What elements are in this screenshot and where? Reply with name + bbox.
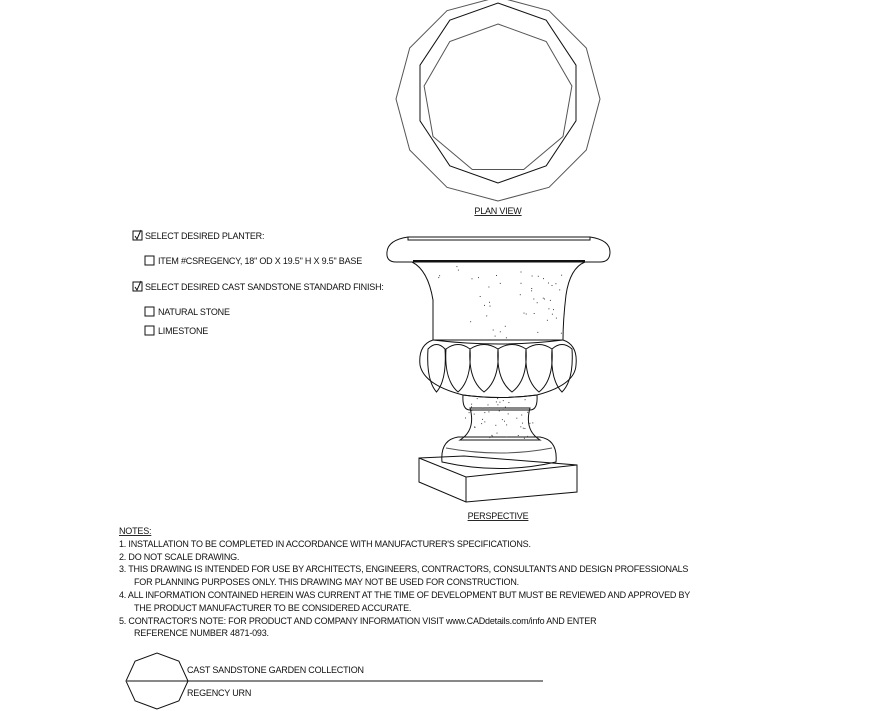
texture-dot [477, 398, 478, 399]
texture-dot [521, 272, 522, 273]
texture-dot [471, 404, 472, 405]
texture-dot [537, 302, 538, 303]
texture-dot [480, 296, 481, 297]
note-line: 1. INSTALLATION TO BE COMPLETED IN ACCORDANCE WITH MANUFACTURER'S SPECIFICATIONS. [119, 539, 531, 549]
notes [119, 526, 690, 638]
texture-dot [474, 414, 475, 415]
texture-dot [561, 333, 562, 334]
texture-dot [486, 315, 487, 316]
texture-dot [489, 407, 490, 408]
texture-dot [470, 321, 471, 322]
planter-item-checkbox[interactable] [145, 256, 154, 265]
texture-dot [552, 314, 553, 315]
finish-heading: SELECT DESIRED CAST SANDSTONE STANDARD FINISH: [145, 282, 384, 292]
texture-dot [524, 428, 525, 429]
texture-dot [516, 418, 517, 419]
texture-dot [531, 288, 532, 289]
note-line: REFERENCE NUMBER 4871-093. [134, 628, 269, 638]
texture-dot [508, 413, 509, 414]
texture-dot [543, 278, 544, 279]
texture-dot [556, 318, 557, 319]
plan-view-label: PLAN VIEW [474, 206, 522, 216]
texture-dot [543, 298, 544, 299]
texture-dot [492, 436, 493, 437]
natural-stone-checkbox[interactable] [145, 307, 154, 316]
texture-dot [439, 275, 440, 276]
texture-dot [499, 402, 500, 403]
texture-dot [497, 433, 498, 434]
texture-dot [472, 278, 473, 279]
foot-ring [446, 448, 552, 453]
texture-dot [544, 299, 545, 300]
texture-dot [500, 283, 501, 284]
texture-dot [478, 277, 479, 278]
gadroon-lobes [428, 345, 573, 393]
note-line: 4. ALL INFORMATION CONTAINED HEREIN WAS CURRENT AT THE TIME OF DEVELOPMENT BUT MUST BE REVIEWED AND APPROVED BY [119, 590, 691, 600]
texture-dot [522, 423, 523, 424]
texture-dot [491, 435, 492, 436]
texture-dot [489, 437, 490, 438]
urn-rim [387, 237, 610, 262]
texture-dot [488, 287, 489, 288]
plan-view [396, 0, 600, 201]
plan-rim-outline [420, 3, 576, 183]
texture-dot [523, 428, 524, 429]
texture-dot [506, 437, 507, 438]
texture-dot [502, 419, 503, 420]
texture-dot [529, 423, 530, 424]
texture-dot [555, 283, 556, 284]
texture-dot [495, 336, 496, 337]
texture-dot [532, 422, 533, 423]
texture-dot [532, 276, 533, 277]
note-line: FOR PLANNING PURPOSES ONLY. THIS DRAWING MAY NOT BE USED FOR CONSTRUCTION. [134, 577, 519, 587]
texture-dot [533, 299, 534, 300]
natural-stone-label: NATURAL STONE [158, 307, 230, 317]
texture-dot [525, 399, 526, 400]
texture-dot [496, 275, 497, 276]
options-checklist [133, 230, 384, 336]
note-line: THE PRODUCT MANUFACTURER TO BE CONSIDERED ACCURATE. [134, 603, 412, 613]
texture-dot [547, 320, 548, 321]
texture-dot [548, 308, 549, 309]
perspective-label: PERSPECTIVE [467, 511, 529, 521]
texture-dot [503, 400, 504, 401]
plinth-edges [419, 458, 577, 502]
texture-dot [552, 285, 553, 286]
note-line: 2. DO NOT SCALE DRAWING. [119, 552, 240, 562]
texture-dot [504, 421, 505, 422]
texture-dot [506, 424, 507, 425]
texture-dot [484, 412, 485, 413]
stone-texture [438, 266, 565, 439]
texture-dot [548, 283, 549, 284]
texture-dot [538, 276, 539, 277]
texture-dot [495, 425, 496, 426]
texture-dot [537, 332, 538, 333]
title-block [126, 653, 543, 709]
texture-dot [520, 426, 521, 427]
texture-dot [521, 415, 522, 416]
planter-heading: SELECT DESIRED PLANTER: [145, 231, 265, 241]
texture-dot [532, 433, 533, 434]
note-line: 3. THIS DRAWING IS INTENDED FOR USE BY ARCHITECTS, ENGINEERS, CONTRACTORS, CONSULTANTS AND DESIGN PROFESSIONALS [119, 564, 689, 574]
texture-dot [490, 306, 491, 307]
texture-dot [469, 412, 470, 413]
texture-dot [559, 289, 560, 290]
gadroon-lobe [446, 345, 471, 393]
plan-inner-outline [424, 24, 572, 170]
limestone-label: LIMESTONE [158, 326, 209, 336]
texture-dot [520, 294, 521, 295]
texture-dot [456, 266, 457, 267]
urn-perspective [387, 237, 610, 502]
texture-dot [438, 277, 439, 278]
texture-dot [497, 398, 498, 399]
texture-dot [488, 404, 489, 405]
texture-dot [482, 419, 483, 420]
texture-dot [484, 305, 485, 306]
texture-dot [496, 401, 497, 402]
texture-dot [505, 326, 506, 327]
texture-dot [524, 313, 525, 314]
texture-dot [465, 418, 466, 419]
texture-dot [489, 302, 490, 303]
texture-dot [493, 330, 494, 331]
texture-dot [534, 313, 535, 314]
texture-dot [484, 421, 485, 422]
texture-dot [471, 410, 472, 411]
texture-dot [521, 283, 522, 284]
texture-dot [499, 410, 500, 411]
texture-dot [550, 300, 551, 301]
texture-dot [553, 309, 554, 310]
texture-dot [506, 337, 507, 338]
texture-dot [505, 407, 506, 408]
texture-dot [471, 406, 472, 407]
gadroon-lobe [498, 345, 526, 393]
texture-dot [497, 404, 498, 405]
gadroon-lobe [526, 345, 552, 393]
product-name: REGENCY URN [187, 688, 252, 698]
urn-bowl [412, 262, 585, 344]
texture-dot [526, 314, 527, 315]
texture-dot [488, 411, 489, 412]
texture-dot [527, 436, 528, 437]
planter-item-label: ITEM #CSREGENCY, 18" OD X 19.5" H X 9.5" BASE [158, 256, 362, 266]
notes-title: NOTES: [119, 526, 152, 536]
note-line: 5. CONTRACTOR'S NOTE: FOR PRODUCT AND COMPANY INFORMATION VISIT www.CADdetails.com/info AND ENTER [119, 616, 597, 626]
texture-dot [482, 408, 483, 409]
texture-dot [524, 438, 525, 439]
texture-dot [474, 426, 475, 427]
collection-name: CAST SANDSTONE GARDEN COLLECTION [187, 665, 364, 675]
texture-dot [503, 409, 504, 410]
limestone-checkbox[interactable] [145, 326, 154, 335]
gadroon-lobe [470, 345, 498, 393]
texture-dot [458, 270, 459, 271]
texture-dot [500, 331, 501, 332]
texture-dot [508, 402, 509, 403]
texture-dot [481, 423, 482, 424]
texture-dot [518, 435, 519, 436]
texture-dot [561, 275, 562, 276]
texture-dot [564, 313, 565, 314]
texture-dot [527, 412, 528, 413]
texture-dot [531, 290, 532, 291]
